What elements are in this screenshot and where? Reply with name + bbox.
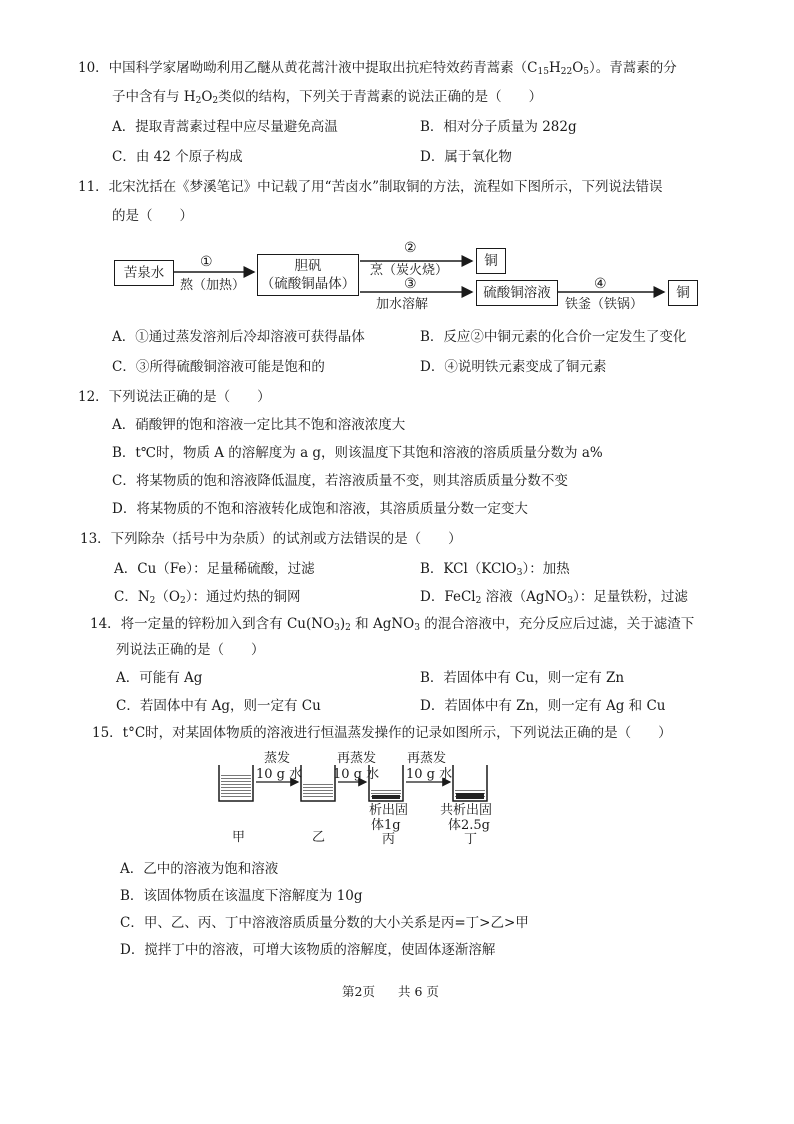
flow-step2-label: 烹（炭火烧） [370, 263, 449, 278]
page-number: 第2页 [342, 984, 375, 999]
q10-option-d: D．属于氧化物 [420, 149, 512, 165]
beaker4-label: 丁 [464, 832, 478, 847]
q12-option-b: B．t℃时，物质 A 的溶解度为 a g，则该温度下其饱和溶液的溶质质量分数为 a% [112, 445, 603, 461]
q15-stem: 15．t°C时，对某固体物质的溶液进行恒温蒸发操作的记录如图所示，下列说法正确的是（ ） [92, 725, 672, 741]
beaker4-note-line1: 共析出固 [440, 803, 493, 818]
evap3-bottom-label: 10 g 水 [406, 767, 453, 782]
q14-stem-line2: 列说法正确的是（ ） [116, 642, 265, 658]
q13-option-d: D．FeCl$_2$ 溶液（AgNO$_3$）：足量铁粉，过滤 [420, 589, 688, 606]
evap2-bottom-label: 10 g 水 [333, 767, 380, 782]
flow-step1-num: ① [200, 254, 213, 270]
q11-stem-line1: 11．北宋沈括在《梦溪笔记》中记载了用“苦卤水”制取铜的方法，流程如下图所示，下列说法错误 [78, 179, 663, 195]
flow-step4-label: 铁釜（铁锅） [565, 297, 644, 312]
q12-option-a: A．硝酸钾的饱和溶液一定比其不饱和溶液浓度大 [112, 417, 406, 433]
q13-option-c: C．$N_2(O_2)$：通过灼热的铜网 [114, 589, 301, 606]
q15-option-a: A．乙中的溶液为饱和溶液 [120, 861, 279, 877]
evap3-top-label: 再蒸发 [407, 751, 447, 766]
flow-step1-label: 熬（加热） [180, 278, 246, 293]
q15-option-c: C．甲、乙、丙、丁中溶液溶质质量分数的大小关系是丙=丁>乙>甲 [120, 915, 529, 931]
q10-stem-line2: 子中含有与 $H_2O_2$类似的结构，下列关于青蒿素的说法正确的是（ ） [112, 89, 543, 106]
page-total: 共 6 页 [398, 984, 439, 999]
beaker4-note-line2: 体2.5g [448, 818, 490, 833]
q13-option-b: B．KCl（KClO$_3$）：加热 [420, 561, 570, 578]
q14-option-a: A．可能有 Ag [116, 670, 203, 686]
q11-option-d: D．④说明铁元素变成了铜元素 [420, 359, 607, 375]
q10-option-c: C．由 42 个原子构成 [112, 149, 243, 165]
q11-option-c: C．③所得硫酸铜溶液可能是饱和的 [112, 359, 325, 375]
flow-start-box: 苦泉水 [114, 260, 174, 286]
flow-copper-box-1: 铜 [476, 248, 506, 274]
evap1-bottom-label: 10 g 水 [256, 767, 303, 782]
flow-crystal-box: 胆矾 （硫酸铜晶体） [257, 254, 359, 296]
beaker3-note-line2: 体1g [371, 818, 401, 833]
flow-step3-label: 加水溶解 [376, 297, 429, 312]
flow-step2-num: ② [404, 240, 417, 256]
beaker2-label: 乙 [312, 830, 326, 845]
q13-stem: 13．下列除杂（括号中为杂质）的试剂或方法错误的是（ ） [80, 531, 462, 547]
q10-option-a: A．提取青蒿素过程中应尽量避免高温 [112, 119, 338, 135]
q10-option-b: B．相对分子质量为 282g [420, 119, 577, 135]
q11-option-b: B．反应②中铜元素的化合价一定发生了变化 [420, 329, 687, 345]
evap2-top-label: 再蒸发 [337, 751, 377, 766]
flow-solution-box: 硫酸铜溶液 [476, 280, 558, 306]
q11-stem-line2: 的是（ ） [112, 208, 193, 224]
q10-stem-line1: 10．中国科学家屠呦呦利用乙醚从黄花蒿汁液中提取出抗疟特效药青蒿素$(C_{15}H_{22}O_5)$。青蒿素的分 [78, 60, 677, 77]
q12-stem: 12．下列说法正确的是（ ） [78, 389, 271, 405]
q15-option-d: D．搅拌丁中的溶液，可增大该物质的溶解度，使固体逐渐溶解 [120, 942, 496, 958]
q14-option-d: D．若固体中有 Zn，则一定有 Ag 和 Cu [420, 698, 666, 714]
flow-step3-num: ③ [404, 276, 417, 292]
beaker3-label: 丙 [382, 832, 396, 847]
flow-copper-box-2: 铜 [668, 280, 698, 306]
beaker1-label: 甲 [232, 830, 246, 845]
q12-option-d: D．将某物质的不饱和溶液转化成饱和溶液，其溶质质量分数一定变大 [112, 501, 528, 517]
q14-stem-line1: 14．将一定量的锌粉加入到含有 $Cu(NO_3)_2$ 和 AgNO$_3$ 的混合溶液中，充分反应后过滤，关于滤渣下 [90, 616, 695, 633]
q14-option-b: B．若固体中有 Cu，则一定有 Zn [420, 670, 625, 686]
q15-option-b: B．该固体物质在该温度下溶解度为 10g [120, 888, 363, 904]
beaker3-note-line1: 析出固 [369, 803, 409, 818]
q12-option-c: C．将某物质的饱和溶液降低温度，若溶液质量不变，则其溶质质量分数不变 [112, 473, 568, 489]
evap1-top-label: 蒸发 [264, 751, 291, 766]
flow-step4-num: ④ [594, 276, 607, 292]
q14-option-c: C．若固体中有 Ag，则一定有 Cu [116, 698, 321, 714]
q11-option-a: A．①通过蒸发溶剂后冷却溶液可获得晶体 [112, 329, 365, 345]
q13-option-a: A．Cu（Fe）：足量稀硫酸，过滤 [114, 561, 315, 577]
